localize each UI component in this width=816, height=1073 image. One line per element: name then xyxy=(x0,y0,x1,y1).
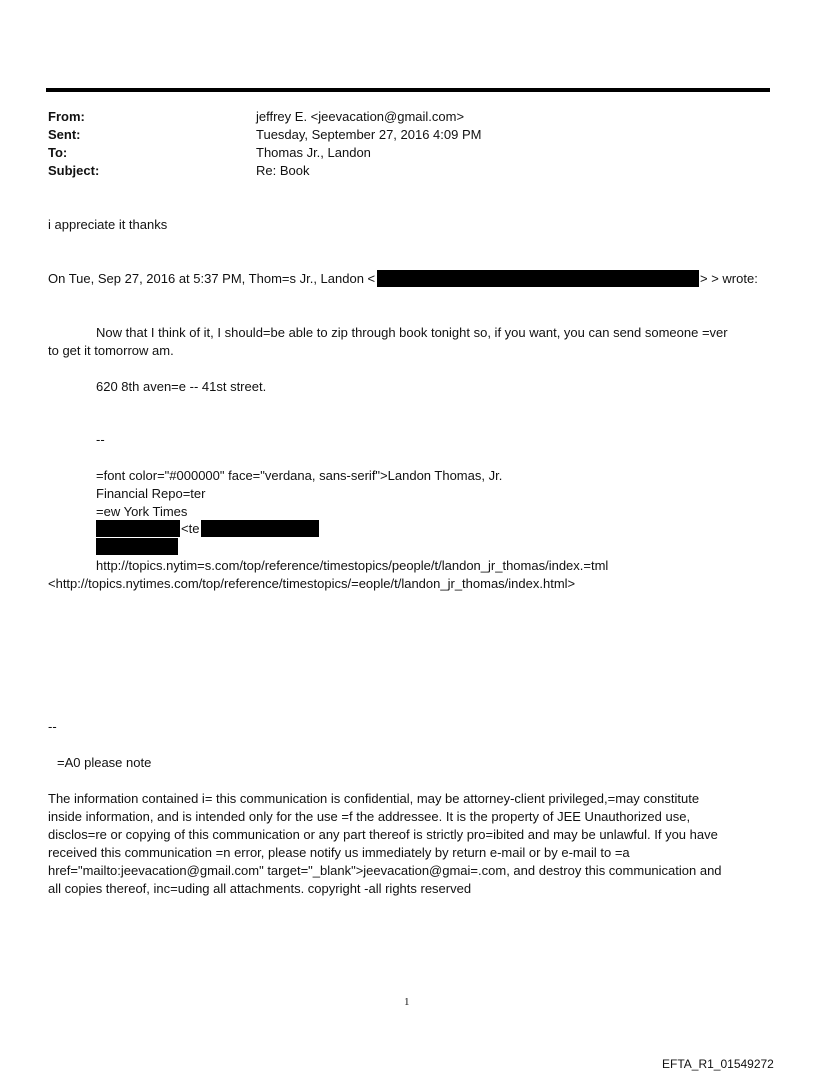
signature-separator: -- xyxy=(96,432,105,447)
sent-value: Tuesday, September 27, 2016 4:09 PM xyxy=(256,127,482,142)
from-value: jeffrey E. <jeevacation@gmail.com> xyxy=(256,109,465,124)
quoted-paragraph-line-2: to get it tomorrow am. xyxy=(48,343,174,358)
quote-intro-end: > > wrote: xyxy=(700,271,758,286)
page-number: 1 xyxy=(404,996,410,1008)
from-label: From: xyxy=(48,109,85,124)
header-rule xyxy=(46,88,770,92)
redaction-phone-2 xyxy=(201,520,319,537)
disclaimer-line-3: disclos=re or copying of this communication or any part thereof is strictly pro=ibited and may be unlawful. If you have xyxy=(48,827,718,842)
redaction-line xyxy=(96,538,178,555)
please-note: =A0 please note xyxy=(57,755,152,770)
signature-url-2: <http://topics.nytimes.com/top/reference/timestopics/=eople/t/landon_jr_thomas/index.html> xyxy=(48,576,576,591)
quoted-paragraph-line-1: Now that I think of it, I should=be able to zip through book tonight so, if you want, you can send someone =ver xyxy=(96,325,728,340)
redaction-phone xyxy=(96,520,180,537)
to-value: Thomas Jr., Landon xyxy=(256,145,371,160)
sent-label: Sent: xyxy=(48,127,81,142)
signature-url-1: http://topics.nytim=s.com/top/reference/timestopics/people/t/landon_jr_thomas/index.=tml xyxy=(96,558,609,573)
bates-number: EFTA_R1_01549272 xyxy=(662,1057,774,1071)
quote-intro-start: On Tue, Sep 27, 2016 at 5:37 PM, Thom=s Jr., Landon < xyxy=(48,271,376,286)
footer-separator: -- xyxy=(48,719,57,734)
signature-name: =font color="#000000" face="verdana, sans-serif">Landon Thomas, Jr. xyxy=(96,468,503,483)
address-line: 620 8th aven=e -- 41st street. xyxy=(96,379,267,394)
disclaimer-line-6: all copies thereof, inc=uding all attachments. copyright -all rights reserved xyxy=(48,881,472,896)
disclaimer-line-4: received this communication =n error, please notify us immediately by return e-mail or by e-mail to =a xyxy=(48,845,630,860)
subject-value: Re: Book xyxy=(256,163,310,178)
to-label: To: xyxy=(48,145,68,160)
disclaimer-line-2: inside information, and is intended only for the use =f the addressee. It is the property of JEE Unauthorized use, xyxy=(48,809,691,824)
disclaimer-line-1: The information contained i= this communication is confidential, may be attorney-client privileged,=may constitute xyxy=(48,791,700,806)
reply-text: i appreciate it thanks xyxy=(48,217,168,232)
subject-label: Subject: xyxy=(48,163,100,178)
redaction-email xyxy=(377,270,699,287)
disclaimer-line-5: href="mailto:jeevacation@gmail.com" target="_blank">jeevacation@gmai=.com, and destroy this communication and xyxy=(48,863,722,878)
signature-te: <te xyxy=(181,521,200,536)
signature-org: =ew York Times xyxy=(96,504,188,519)
signature-title: Financial Repo=ter xyxy=(96,486,206,501)
